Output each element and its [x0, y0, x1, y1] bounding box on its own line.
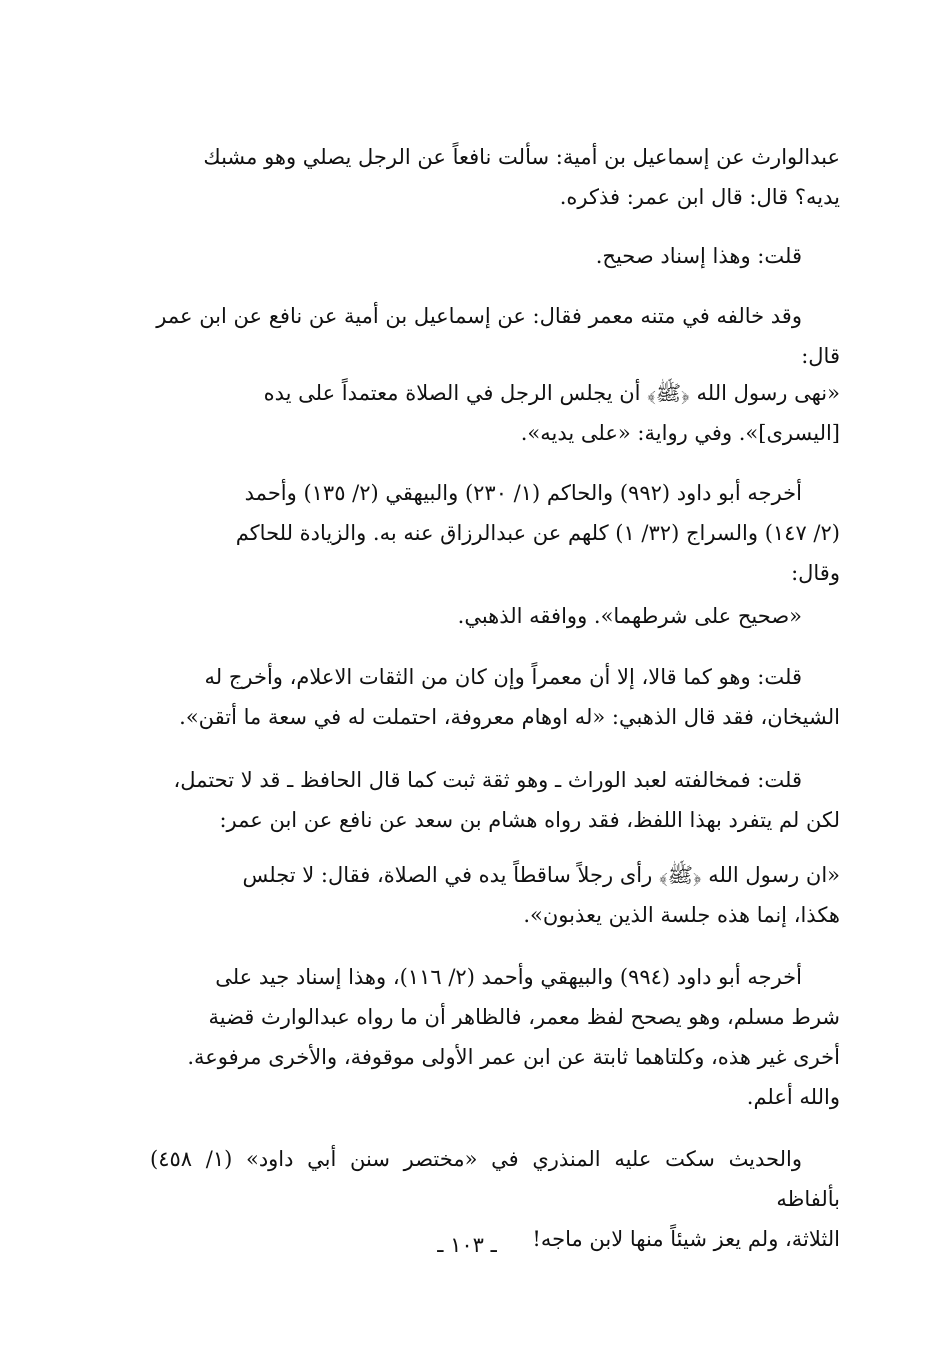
text-line: أخرجه أبو داود (٩٩٢) والحاكم (١/ ٢٣٠) والبيهقي (٢/ ١٣٥) وأحمد: [244, 481, 802, 505]
text-line: الشيخان، فقد قال الذهبي: «له اوهام معروفة، احتملت له في سعة ما أتقن».: [179, 705, 840, 729]
paragraph-takhrij-1: [150, 473, 840, 593]
text-line: الثلاثة، ولم يعز شيئاً منها لابن ماجه!: [532, 1227, 840, 1251]
text-line: [اليسرى]». وفي رواية: «على يديه».: [520, 421, 840, 445]
text-line: هكذا، إنما هذه جلسة الذين يعذبون».: [523, 903, 840, 927]
paragraph-isnad-abdulwarith: [150, 137, 840, 217]
text-line: وقال:: [791, 561, 840, 585]
text-line: قال:: [801, 344, 840, 368]
text-line: «ان رسول الله ﴿ﷺ﴾ رأى رجلاً ساقطاً يده في الصلاة، فقال: لا تجلس: [242, 863, 840, 887]
paragraph-hadith-quote-2: [150, 855, 840, 935]
text-line: لكن لم يتفرد بهذا اللفظ، فقد رواه هشام بن سعد عن نافع عن ابن عمر:: [219, 808, 840, 832]
text-line: (٢/ ١٤٧) والسراج (٣٢/ ١) كلهم عن عبدالرزاق عنه به. والزيادة للحاكم: [235, 521, 840, 545]
text-line: والحديث سكت عليه المنذري في «مختصر سنن أبي داود» (١/ ٤٥٨) بألفاظه: [150, 1147, 840, 1211]
page-number: ـ ١٠٣ ـ: [437, 1233, 497, 1257]
text-line: قلت: فمخالفته لعبد الوراث ـ وهو ثقة ثبت كما قال الحافظ ـ قد لا تحتمل،: [173, 768, 802, 792]
text-line: أخرى غير هذه، وكلتاهما ثابتة عن ابن عمر الأولى موقوفة، والأخرى مرفوعة.: [187, 1045, 840, 1069]
text-line: والله أعلم.: [746, 1085, 840, 1109]
text-line: أخرجه أبو داود (٩٩٤) والبيهقي وأحمد (٢/ ١١٦)، وهذا إسناد جيد على: [215, 965, 802, 989]
text-line: قلت: وهذا إسناد صحيح.: [595, 244, 802, 268]
paragraph-mamar-variant: [150, 296, 840, 376]
text-line: «صحيح على شرطهما». ووافقه الذهبي.: [457, 604, 802, 628]
paragraph-note-mukhalafa: [150, 760, 840, 840]
text-line: يديه؟ قال: قال ابن عمر: فذكره.: [559, 185, 840, 209]
paragraph-note-mamar: [150, 657, 840, 737]
paragraph-takhrij-2: [150, 957, 840, 1117]
text-line: قلت: وهو كما قالا، إلا أن معمراً وإن كان من الثقات الاعلام، وأخرج له: [204, 665, 802, 689]
text-line: وقد خالفه في متنه معمر فقال: عن إسماعيل بن أمية عن نافع عن ابن عمر: [156, 304, 802, 328]
text-line: عبدالوارث عن إسماعيل بن أمية: سألت نافعاً عن الرجل يصلي وهو مشبك: [203, 145, 840, 169]
paragraph-hakim-quote: [150, 596, 840, 636]
text-line: شرط مسلم، وهو يصحح لفظ معمر، فالظاهر أن ما رواه عبدالوارث قضية: [208, 1005, 840, 1029]
text-line: «نهى رسول الله ﴿ﷺ﴾ أن يجلس الرجل في الصلاة معتمداً على يده: [263, 381, 840, 405]
paragraph-hadith-quote-1: [150, 373, 840, 453]
paragraph-grading-sahih: [150, 236, 840, 276]
